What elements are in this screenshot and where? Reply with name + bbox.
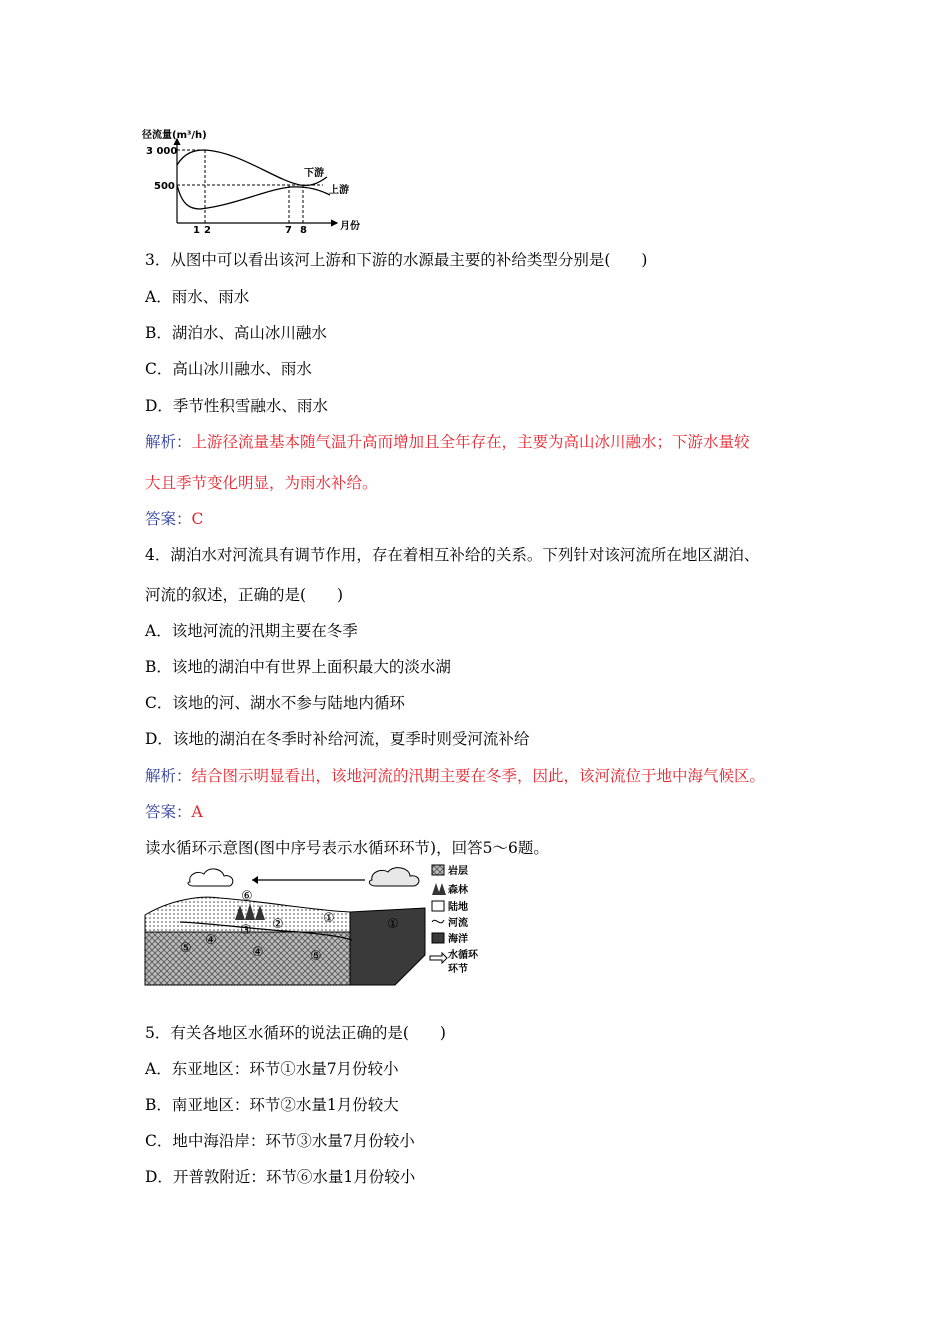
x-tick-7: 7 — [285, 225, 292, 235]
marker-4-a: ④ — [205, 933, 217, 948]
q4-analysis-text-1: 结合图示明显看出，该地河流的汛期主要在冬季，因此，该河流位于地中海气候区。 — [191, 767, 766, 785]
q5-stem: 5．有关各地区水循环的说法正确的是( ) — [145, 1024, 446, 1042]
intro-text: 读水循环示意图(图中序号表示水循环环节)，回答5～6题。 — [145, 839, 549, 857]
q3-option-a: A．雨水、雨水 — [145, 288, 250, 306]
legend-forest: 森林 — [448, 885, 468, 896]
marker-6: ⑥ — [241, 889, 253, 904]
marker-1-land: ① — [323, 911, 335, 926]
q3-option-b: B．湖泊水、高山冰川融水 — [145, 324, 327, 342]
y-tick-500: 500 — [154, 181, 175, 192]
q3-option-d: D．季节性积雪融水、雨水 — [145, 397, 328, 415]
series-downstream-label: 下游 — [304, 168, 324, 179]
q4-option-d: D．该地的湖泊在冬季时补给河流，夏季时则受河流补给 — [145, 730, 530, 748]
q5-option-b: B．南亚地区：环节②水量1月份较大 — [145, 1096, 399, 1114]
upstream-curve — [177, 185, 330, 209]
q4-option-b: B．该地的湖泊中有世界上面积最大的淡水湖 — [145, 658, 451, 676]
q4-analysis-line-1 — [145, 766, 765, 786]
cloud-right — [369, 868, 419, 886]
q4-answer — [145, 802, 203, 822]
marker-3: ③ — [240, 923, 252, 938]
runoff-graph — [140, 125, 370, 235]
q3-stem: 3．从图中可以看出该河上游和下游的水源最主要的补给类型分别是( ) — [145, 251, 648, 269]
q4-stem-line-1: 4．湖泊水对河流具有调节作用，存在着相互补给的关系。下列针对该河流所在地区湖泊、 — [145, 546, 760, 564]
q3-answer-value: C — [191, 510, 204, 528]
q3-option-c: C．高山冰川融水、雨水 — [145, 360, 312, 378]
legend-cycle-2: 环节 — [448, 964, 468, 975]
q4-analysis-label: 解析： — [145, 767, 192, 785]
legend-land: 陆地 — [448, 902, 468, 913]
x-tick-8: 8 — [300, 225, 307, 235]
q4-answer-value: A — [191, 803, 203, 821]
q3-analysis-line-1 — [145, 432, 750, 452]
marker-5-b: ⑤ — [310, 949, 322, 964]
legend-ocean: 海洋 — [448, 934, 468, 945]
legend-rock: 岩层 — [448, 866, 468, 877]
marker-1-sea: ① — [387, 917, 399, 932]
legend — [430, 864, 479, 975]
series-upstream-label: 上游 — [329, 185, 349, 196]
water-cycle-diagram — [140, 860, 510, 1005]
cloud-left — [188, 869, 233, 886]
q5-option-d: D．开普敦附近：环节⑥水量1月份较小 — [145, 1168, 416, 1186]
legend-river: 河流 — [448, 918, 468, 929]
marker-4-b: ④ — [252, 945, 264, 960]
x-tick-2: 2 — [204, 225, 211, 235]
x-tick-1: 1 — [193, 225, 200, 235]
marker-2: ② — [272, 917, 284, 932]
q4-option-a: A．该地河流的汛期主要在冬季 — [145, 622, 358, 640]
q3-analysis-label: 解析： — [145, 433, 192, 451]
legend-cycle-1: 水循环 — [448, 950, 478, 961]
q3-analysis-text-1: 上游径流量基本随气温升高而增加且全年存在，主要为高山冰川融水；下游水量较 — [191, 433, 750, 451]
q5-option-a: A．东亚地区：环节①水量7月份较小 — [145, 1060, 399, 1078]
q3-analysis-line-2: 大且季节变化明显，为雨水补给。 — [145, 474, 378, 492]
q4-answer-label: 答案： — [145, 803, 192, 821]
y-axis-label: 径流量(m³/h) — [142, 130, 207, 141]
q5-option-c: C．地中海沿岸：环节③水量7月份较小 — [145, 1132, 415, 1150]
marker-5-a: ⑤ — [180, 941, 192, 956]
q4-stem-line-2: 河流的叙述，正确的是( ) — [145, 586, 344, 604]
x-axis-label: 月份 — [340, 221, 360, 232]
y-tick-3000: 3 000 — [146, 146, 178, 157]
q4-option-c: C．该地的河、湖水不参与陆地内循环 — [145, 694, 405, 712]
q3-answer-label: 答案： — [145, 510, 192, 528]
q3-answer — [145, 509, 203, 529]
